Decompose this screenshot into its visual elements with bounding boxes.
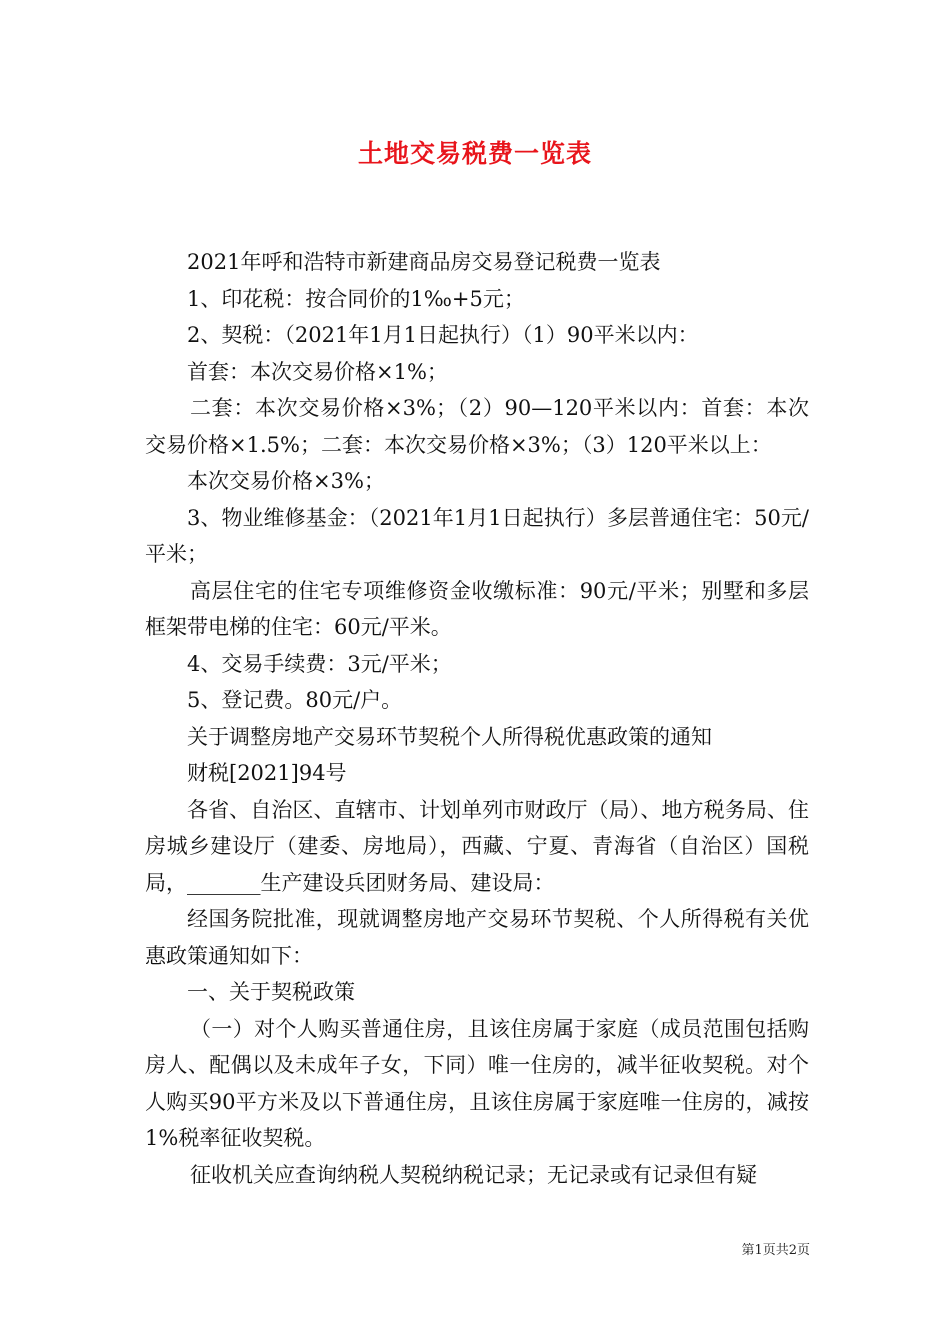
- document-title: 土地交易税费一览表: [357, 139, 592, 168]
- paragraph: 各省、自治区、直辖市、计划单列市财政厅（局）、地方税务局、住房城乡建设厅（建委、房地局），西藏、宁夏、青海省（自治区）国税局，_______生产建设兵团财务局、建设局：: [145, 797, 809, 895]
- paragraph: 征收机关应查询纳税人契税纳税记录；无记录或有记录但有疑: [190, 1162, 757, 1187]
- paragraph: 本次交易价格×3%；: [187, 469, 385, 493]
- paragraph: 财税[2021]94号: [187, 761, 347, 785]
- paragraph: 1、印花税：按合同价的1‰+5元；: [187, 286, 525, 311]
- paragraph: 2、契税：（2021年1月1日起执行）（1）90平米以内：: [187, 323, 699, 347]
- page-indicator: 第1页共2页: [741, 1243, 810, 1258]
- paragraph: 高层住宅的住宅专项维修资金收缴标准：90元/平米；别墅和多层框架带电梯的住宅：60元/平米。: [145, 578, 809, 639]
- paragraph: 首套：本次交易价格×1%；: [187, 359, 448, 384]
- paragraph: 2021年呼和浩特市新建商品房交易登记税费一览表: [187, 250, 661, 274]
- paragraph: 关于调整房地产交易环节契税个人所得税优惠政策的通知: [187, 724, 712, 749]
- paragraph: 经国务院批准，现就调整房地产交易环节契税、个人所得税有关优惠政策通知如下：: [145, 907, 809, 968]
- paragraph: 5、登记费。80元/户。: [187, 688, 403, 712]
- paragraph: 二套：本次交易价格×3%；（2）90—120平米以内：首套：本次交易价格×1.5%；二套：本次交易价格×3%；（3）120平米以上：: [145, 396, 809, 457]
- document-body: [145, 244, 809, 1193]
- paragraph: 3、物业维修基金：（2021年1月1日起执行）多层普通住宅：50元/平米；: [145, 505, 809, 566]
- paragraph: 4、交易手续费：3元/平米；: [187, 651, 452, 676]
- paragraph: （一）对个人购买普通住房，且该住房属于家庭（成员范围包括购房人、配偶以及未成年子女，下同）唯一住房的，减半征收契税。对个人购买90平方米及以下普通住房，且该住房属于家庭唯一住房的，减按1%税率征收契税。: [145, 1016, 809, 1150]
- paragraph: 一、关于契税政策: [187, 980, 355, 1004]
